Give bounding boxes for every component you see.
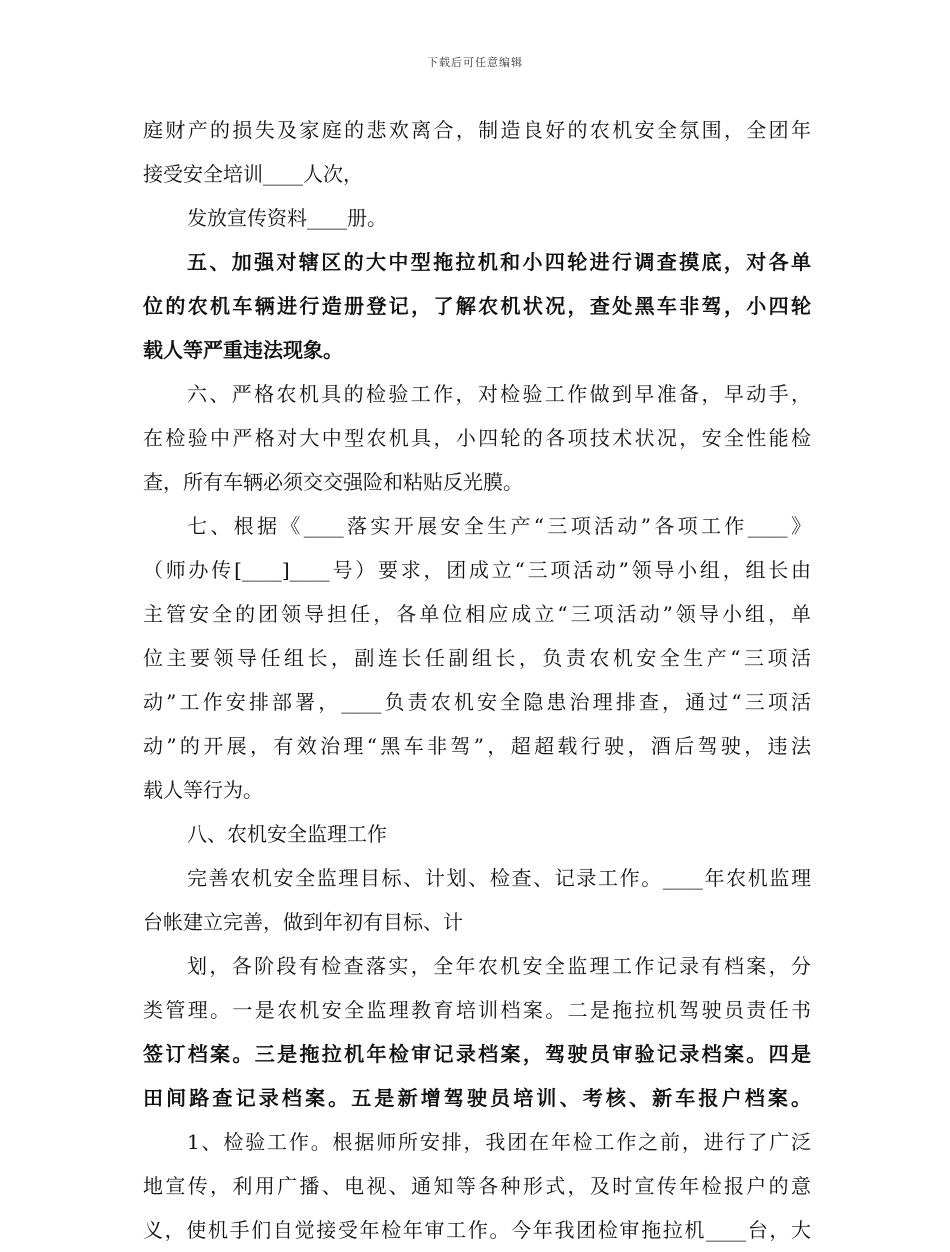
page-header: 下载后可任意编辑 <box>427 56 523 69</box>
paragraph-line: 义，使机手们自觉接受年检年审工作。今年我团检审拖拉机____台，大 <box>143 1218 811 1242</box>
section-heading-line: 八、农机安全监理工作 <box>187 822 387 846</box>
section-heading-line: 位的农机车辆进行造册登记，了解农机状况，查处黑车非驾，小四轮 <box>143 294 811 318</box>
paragraph-line: 台帐建立完善，做到年初有目标、计 <box>143 910 463 934</box>
paragraph-line: 载人等行为。 <box>143 778 263 802</box>
paragraph-line: 划，各阶段有检查落实，全年农机安全监理工作记录有档案，分 <box>187 954 811 978</box>
paragraph-line: 查，所有车辆必须交交强险和粘贴反光膜。 <box>143 470 523 494</box>
paragraph-line: 1、检验工作。根据师所安排，我团在年检工作之前，进行了广泛 <box>187 1130 811 1154</box>
paragraph-line: （师办传[____]____号）要求，团成立“三项活动”领导小组，组长由 <box>143 558 811 582</box>
document-body <box>143 108 811 1252</box>
paragraph-line: 庭财产的损失及家庭的悲欢离合，制造良好的农机安全氛围，全团年 <box>143 118 811 142</box>
paragraph-line: 签订档案。三是拖拉机年检审记录档案，驾驶员审验记录档案。四是 <box>143 1042 811 1066</box>
paragraph-line: 完善农机安全监理目标、计划、检查、记录工作。____年农机监理 <box>187 866 811 890</box>
paragraph-line: 六、严格农机具的检验工作，对检验工作做到早准备，早动手， <box>187 382 811 406</box>
paragraph-line: 主管安全的团领导担任，各单位相应成立“三项活动”领导小组，单 <box>143 602 811 626</box>
paragraph-line: 地宣传，利用广播、电视、通知等各种形式，及时宣传年检报户的意 <box>143 1174 811 1198</box>
paragraph-line: 动”的开展，有效治理“黑车非驾”，超超载行驶，酒后驾驶，违法 <box>143 734 811 758</box>
section-heading-line: 五、加强对辖区的大中型拖拉机和小四轮进行调查摸底，对各单 <box>187 250 811 274</box>
paragraph-line: 类管理。一是农机安全监理教育培训档案。二是拖拉机驾驶员责任书 <box>143 998 811 1022</box>
paragraph-line: 田间路查记录档案。五是新增驾驶员培训、考核、新车报户档案。 <box>143 1086 811 1110</box>
paragraph-line: 位主要领导任组长，副连长任副组长，负责农机安全生产“三项活 <box>143 646 811 670</box>
paragraph-line: 发放宣传资料____册。 <box>187 206 387 230</box>
paragraph-line: 七、根据《____落实开展安全生产“三项活动”各项工作____》 <box>187 514 811 538</box>
paragraph-line: 在检验中严格对大中型农机具，小四轮的各项技术状况，安全性能检 <box>143 426 811 450</box>
paragraph-line: 接受安全培训____人次， <box>143 162 363 186</box>
section-heading-line: 载人等严重违法现象。 <box>143 338 343 362</box>
paragraph-line: 动”工作安排部署，____负责农机安全隐患治理排查，通过“三项活 <box>143 690 811 714</box>
